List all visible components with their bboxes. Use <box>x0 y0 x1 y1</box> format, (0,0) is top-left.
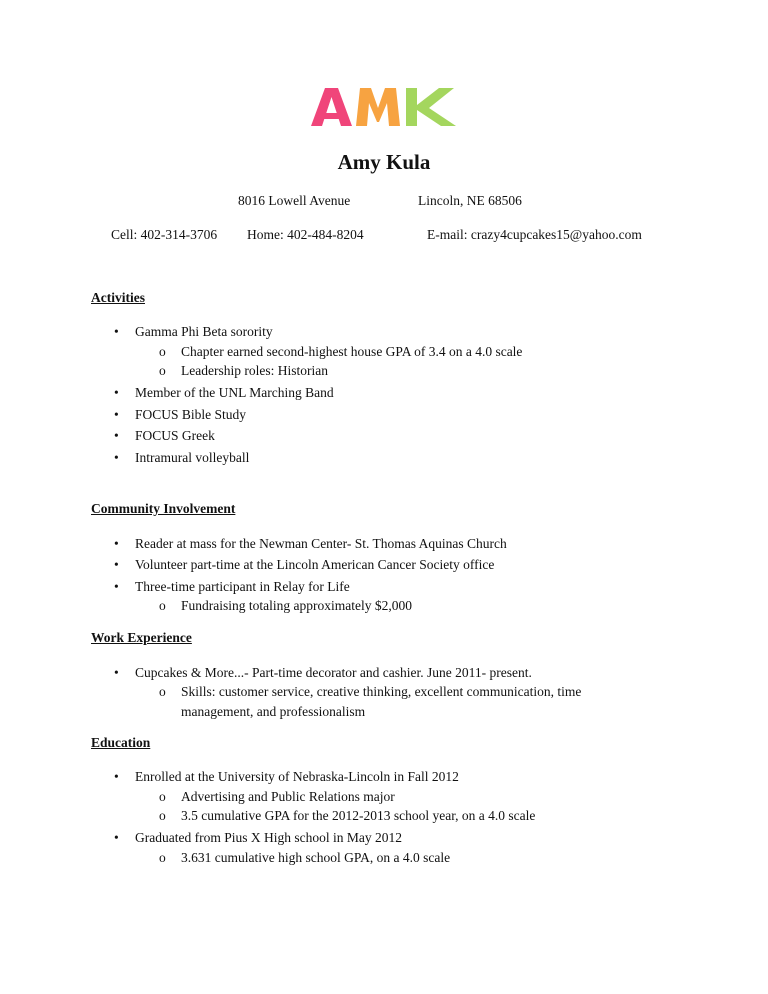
city-state-zip: Lincoln, NE 68506 <box>418 193 522 208</box>
logo-letter-a <box>311 88 352 126</box>
applicant-name: Amy Kula <box>337 150 431 174</box>
community-heading: Community Involvement <box>91 501 236 516</box>
email-address: E-mail: crazy4cupcakes15@yahoo.com <box>427 227 642 242</box>
activities-heading: Activities <box>91 290 145 305</box>
logo-letter-m <box>356 88 400 126</box>
education-heading: Education <box>91 735 151 750</box>
cell-phone: Cell: 402-314-3706 <box>111 227 218 242</box>
logo-letter-k <box>406 88 456 126</box>
home-phone: Home: 402-484-8204 <box>247 227 364 242</box>
work-heading: Work Experience <box>91 630 192 645</box>
amk-logo <box>311 88 456 126</box>
street-address: 8016 Lowell Avenue <box>238 193 351 208</box>
